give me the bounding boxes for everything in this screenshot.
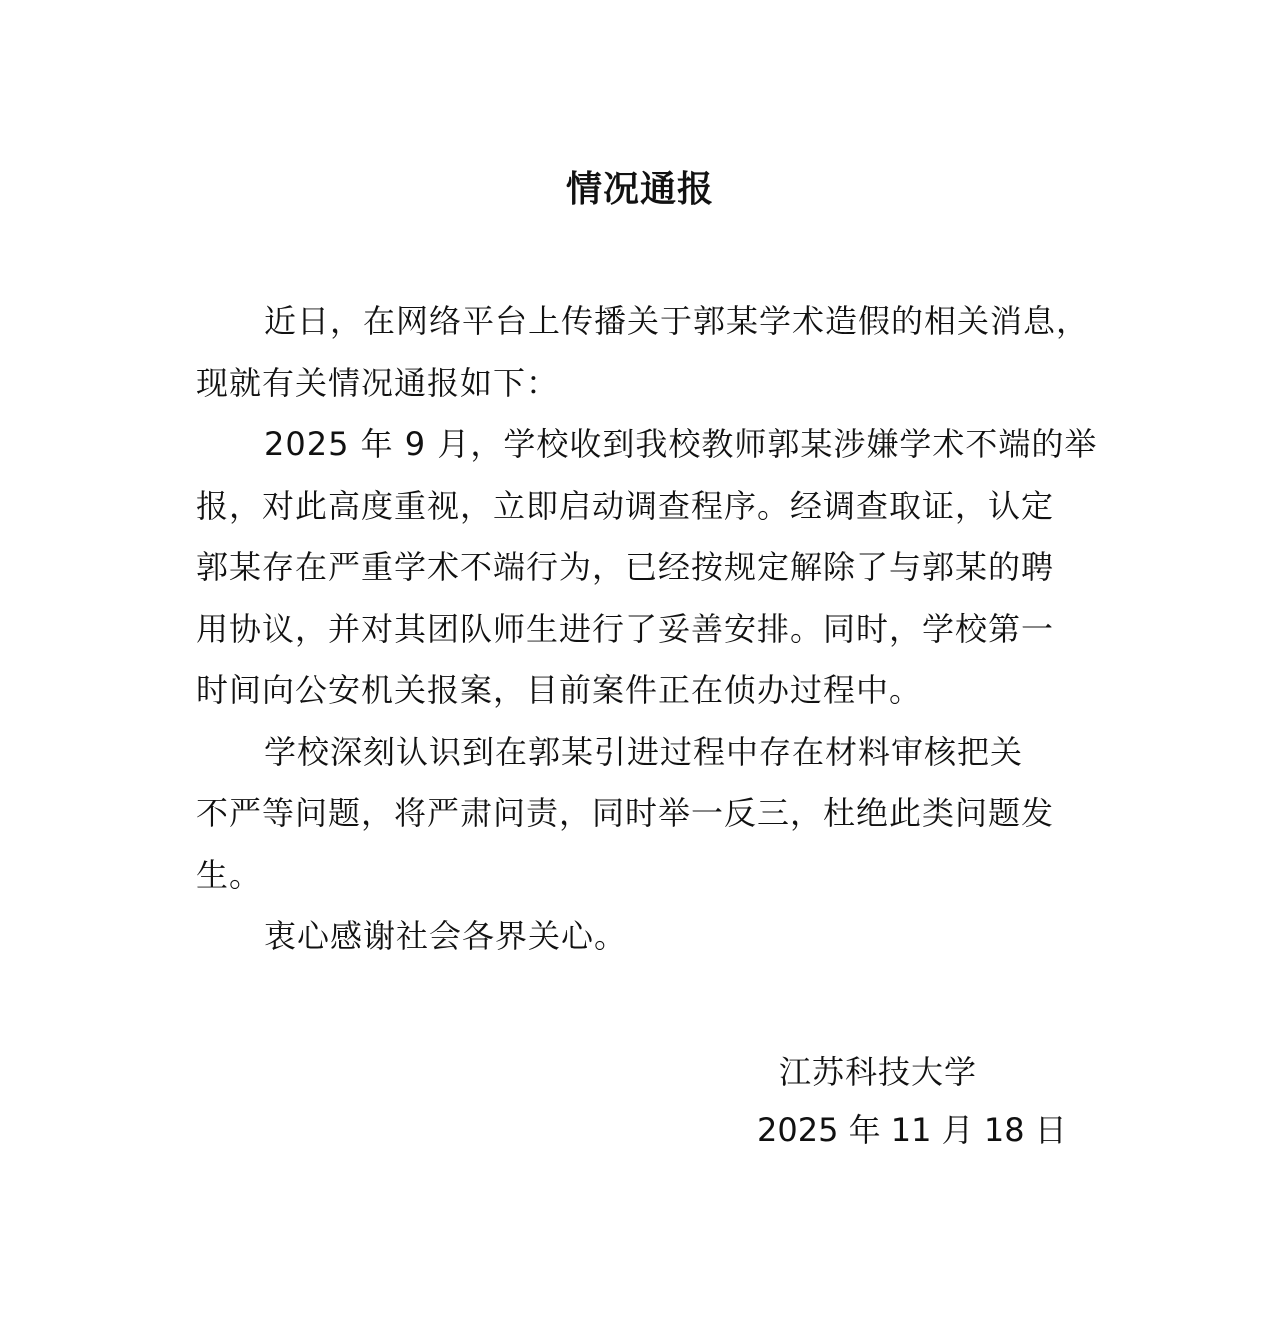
paragraph-line: 生。 bbox=[196, 855, 263, 894]
signature-block bbox=[757, 1044, 1137, 1158]
paragraph-line: 近日，在网络平台上传播关于郭某学术造假的相关消息， bbox=[264, 302, 1090, 340]
signature-organization: 江苏科技大学 bbox=[779, 1053, 978, 1091]
paragraph-investigation bbox=[196, 414, 1096, 722]
paragraph-line: 郭某存在严重学术不端行为，已经按规定解除了与郭某的聘 bbox=[196, 548, 1055, 586]
paragraph-accountability bbox=[196, 722, 1096, 907]
paragraph-line: 学校深刻认识到在郭某引进过程中存在材料审核把关 bbox=[264, 732, 1024, 771]
paragraph-line: 现就有关情况通报如下： bbox=[196, 363, 560, 402]
document-title: 情况通报 bbox=[565, 169, 714, 210]
document-body bbox=[196, 291, 1096, 968]
signature-date: 2025 年 11 月 18 日 bbox=[757, 1111, 1067, 1149]
paragraph-intro bbox=[196, 291, 1096, 414]
paragraph-line: 衷心感谢社会各界关心。 bbox=[264, 917, 628, 955]
paragraph-line: 报，对此高度重视，立即启动调查程序。经调查取证，认定 bbox=[196, 486, 1055, 525]
paragraph-line: 2025 年 9 月，学校收到我校教师郭某涉嫌学术不端的举 bbox=[264, 425, 1098, 463]
paragraph-line: 时间向公安机关报案，目前案件正在侦办过程中。 bbox=[196, 671, 923, 709]
paragraph-line: 不严等问题，将严肃问责，同时举一反三，杜绝此类问题发 bbox=[196, 794, 1055, 832]
paragraph-thanks bbox=[196, 906, 1096, 968]
paragraph-line: 用协议，并对其团队师生进行了妥善安排。同时，学校第一 bbox=[196, 609, 1055, 648]
